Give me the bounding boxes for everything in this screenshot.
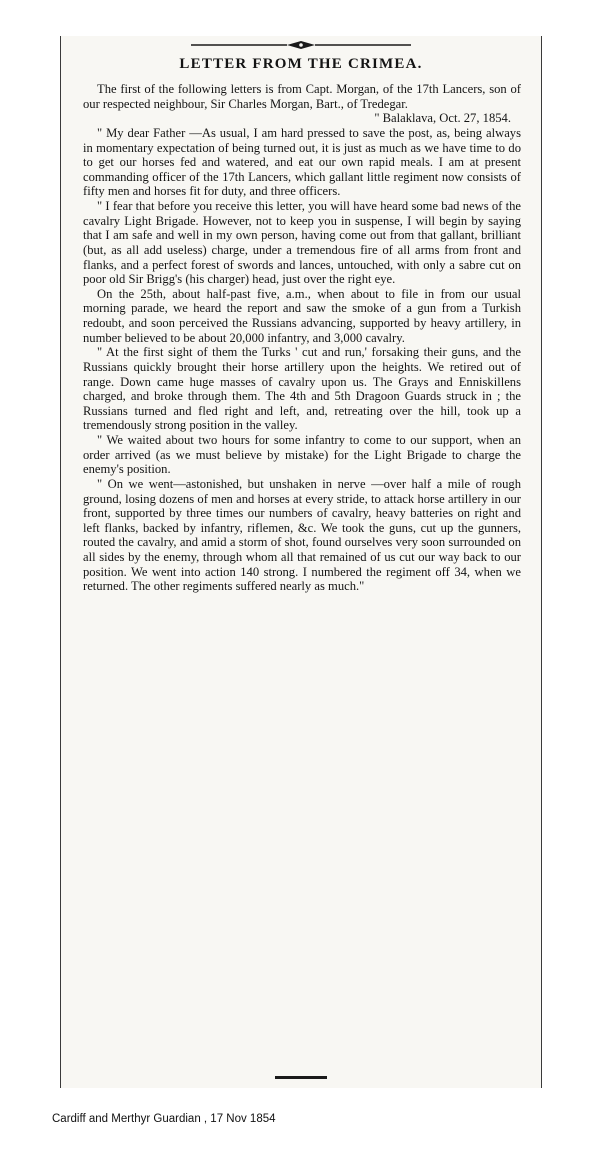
article-paragraph: " My dear Father —As usual, I am hard pressed to save the post, as, being always in momentary expectation of being turned out, it is just as much as we have time to do to get our horses fed and watered, and eat our own rapid meals. I am at present commanding officer of the 17th Lancers, which gallant little regiment now consists of fifty men and horses fit for duty, and three officers. <box>83 125 521 199</box>
article-dateline: " Balaklava, Oct. 27, 1854. <box>374 111 511 126</box>
article-paragraph: " On we went—astonished, but unshaken in nerve —over half a mile of rough ground, losing dozens of men and horses at every stride, to attack horse artillery in our front, supported by three times our numbers of cavalry, heavy batteries on right and left flanks, backed by infantry, riflemen, &c. We took the guns, cut up the gunners, routed the cavalry, and amid a storm of shot, found ourselves very soon surrounded on all sides by the enemy, through whom all that remained of us cut our way back to our position. We went into action 140 strong. I numbered the regiment off 34, when we returned. The other regiments suffered nearly as much." <box>83 476 521 594</box>
article-intro: The first of the following letters is from Capt. Morgan, of the 17th Lancers, son of our respected neighbour, Sir Charles Morgan, Bart., of Tredegar. <box>83 82 521 111</box>
article-paragraph: On the 25th, about half-past five, a.m., when about to file in from our usual morning parade, we heard the report and saw the smoke of a gun from a Turkish redoubt, and soon perceived the Russians advancing, supported by heavy artillery, in number believed to be about 20,000 infantry, and 3,000 cavalry. <box>83 286 521 345</box>
article-paragraph: " At the first sight of them the Turks ' cut and run,' forsaking their guns, and the Russians quickly brought their horse artillery upon the heights. We retired out of range. Down came huge masses of cavalry upon us. The Grays and Enniskillens charged, and broke through them. The 4th and 5th Dragoon Guards struck in ; the Russians turned and fled right and left, and, retreating over the hill, took up a tremendously strong position in the valley. <box>83 345 521 433</box>
article-body <box>83 82 521 594</box>
end-rule <box>275 1076 327 1079</box>
article-paragraph: " We waited about two hours for some infantry to come to our support, when an order arrived (as we must believe by mistake) for the Light Brigade to charge the enemy's position. <box>83 433 521 477</box>
newspaper-clipping <box>60 36 542 1088</box>
article-title: LETTER FROM THE CRIMEA. <box>179 56 423 72</box>
article-paragraph: " I fear that before you receive this letter, you will have heard some bad news of the cavalry Light Brigade. However, not to keep you in suspense, I will begin by saying that I am safe and well in my own person, having come out from that gallant, brilliant (but, as all add useless) charge, under a tremendous fire of all arms from front and flanks, and a perfect forest of swords and lances, untouched, with only a sabre cut on poor old Sir Brigg's (his charger) head, just over the right eye. <box>83 199 521 287</box>
header-ornament-icon <box>191 40 411 50</box>
source-caption: Cardiff and Merthyr Guardian , 17 Nov 1854 <box>52 1113 276 1125</box>
